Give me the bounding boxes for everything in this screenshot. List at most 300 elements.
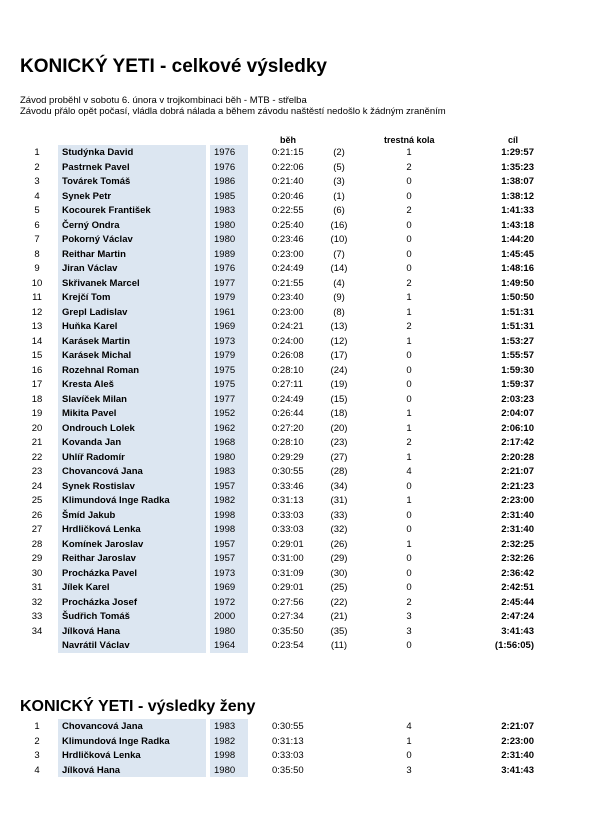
table-row (0, 581, 596, 596)
year-cell: 1980 (214, 764, 236, 776)
run-position-cell: (27) (330, 451, 348, 463)
run-time-cell: 0:26:08 (272, 350, 304, 361)
finish-time-cell: 2:47:24 (501, 611, 534, 622)
name-cell: Jiran Václav (62, 263, 118, 274)
name-cell: Huňka Karel (62, 321, 118, 332)
run-position-cell: (14) (330, 263, 348, 274)
run-time-cell: 0:27:11 (272, 379, 303, 390)
name-cell: Kovanda Jan (62, 437, 122, 448)
table-row (0, 161, 596, 176)
year-cell: 1983 (214, 721, 236, 732)
table-row (0, 291, 596, 306)
penalty-cell: 1 (406, 495, 412, 506)
rank-cell: 18 (31, 393, 43, 405)
year-cell: 1969 (214, 582, 236, 593)
run-time-cell: 0:27:34 (272, 611, 304, 622)
name-cell: Černý Ondra (62, 219, 120, 231)
finish-time-cell: 2:06:10 (501, 422, 534, 434)
rank-cell: 11 (32, 292, 42, 303)
run-position-cell: (29) (330, 553, 348, 564)
finish-time-cell: 1:35:23 (501, 161, 534, 173)
year-cell: 1998 (214, 509, 236, 521)
run-position-cell: (18) (330, 408, 348, 419)
table-row (0, 538, 596, 553)
year-cell: 1957 (214, 538, 236, 550)
name-cell: Klimundová Inge Radka (62, 495, 170, 506)
finish-time-cell: 1:59:30 (501, 364, 534, 376)
penalty-cell: 0 (406, 480, 412, 492)
penalty-cell: 0 (406, 219, 412, 231)
run-time-cell: 0:23:46 (272, 234, 304, 245)
table-row (0, 451, 596, 466)
finish-time-cell: 2:36:42 (501, 567, 534, 579)
run-time-cell: 0:21:55 (272, 277, 304, 289)
finish-time-cell: 2:21:23 (501, 480, 534, 492)
finish-time-cell: 2:03:23 (501, 393, 534, 405)
name-cell: Slavíček Milan (62, 393, 127, 405)
penalty-cell: 0 (406, 640, 412, 651)
run-time-cell: 0:33:03 (272, 750, 304, 761)
penalty-cell: 2 (406, 437, 412, 448)
run-position-cell: (12) (330, 335, 348, 347)
table-row (0, 523, 596, 538)
finish-time-cell: 1:44:20 (501, 234, 534, 245)
run-position-cell: (1) (333, 190, 345, 202)
name-cell: Skřivanek Marcel (62, 277, 140, 289)
name-cell: Rozehnal Roman (62, 364, 140, 376)
penalty-cell: 0 (406, 350, 412, 361)
year-cell: 1962 (214, 422, 236, 434)
table-row (0, 204, 596, 219)
run-position-cell: (13) (330, 321, 348, 332)
year-cell: 1989 (214, 248, 236, 260)
finish-time-cell: 1:48:16 (501, 263, 534, 274)
penalty-cell: 1 (406, 538, 412, 550)
name-cell: Továrek Tomáš (62, 176, 131, 187)
penalty-cell: 0 (406, 379, 412, 390)
rank-cell: 32 (31, 596, 43, 608)
rank-cell: 6 (34, 219, 40, 231)
finish-time-cell: 2:42:51 (501, 582, 534, 593)
run-position-cell: (9) (333, 292, 345, 303)
table-row (0, 378, 596, 393)
rank-cell: 3 (34, 750, 40, 761)
name-cell: Studýnka David (62, 147, 134, 158)
year-cell: 1973 (214, 335, 236, 347)
run-position-cell: (28) (330, 466, 348, 477)
table-row (0, 509, 596, 524)
header-finish: cíl (508, 135, 519, 145)
year-cell: 1975 (214, 379, 236, 390)
run-time-cell: 0:33:03 (272, 509, 304, 521)
rank-cell: 3 (34, 176, 40, 187)
finish-time-cell: 1:38:07 (501, 176, 534, 187)
run-position-cell: (8) (333, 306, 345, 318)
name-cell: Karásek Martin (62, 335, 131, 347)
year-cell: 1980 (214, 234, 236, 245)
finish-time-cell: 1:50:50 (501, 292, 534, 303)
table-row (0, 552, 596, 567)
year-cell: 1976 (214, 147, 236, 158)
run-time-cell: 0:31:13 (272, 735, 304, 747)
finish-time-cell: 2:32:26 (501, 553, 534, 564)
name-cell: Pastrnek Pavel (62, 161, 130, 173)
finish-time-cell: 2:17:42 (501, 437, 534, 448)
penalty-cell: 0 (406, 263, 412, 274)
rank-cell: 2 (34, 735, 40, 747)
rank-cell: 8 (34, 248, 40, 260)
rank-cell: 33 (31, 611, 43, 622)
penalty-cell: 1 (406, 147, 412, 158)
name-cell: Ondrouch Lolek (62, 422, 135, 434)
name-cell: Komínek Jaroslav (62, 538, 144, 550)
name-cell: Hrdličková Lenka (62, 524, 141, 535)
table-row (0, 407, 596, 422)
year-cell: 2000 (214, 611, 236, 622)
penalty-cell: 0 (406, 364, 412, 376)
run-time-cell: 0:29:29 (272, 451, 304, 463)
penalty-cell: 2 (406, 161, 412, 173)
name-cell: Reithar Martin (62, 248, 126, 260)
penalty-cell: 1 (406, 408, 412, 419)
name-cell: Hrdličková Lenka (62, 750, 141, 761)
rank-cell: 13 (31, 321, 43, 332)
year-cell: 1976 (214, 161, 236, 173)
rank-cell: 28 (31, 538, 43, 550)
penalty-cell: 1 (406, 335, 412, 347)
run-time-cell: 0:24:49 (272, 263, 304, 274)
table-row (0, 262, 596, 277)
year-cell: 1985 (214, 190, 236, 202)
name-cell: Reithar Jaroslav (62, 553, 136, 564)
penalty-cell: 3 (406, 625, 412, 637)
year-cell: 1980 (214, 625, 236, 637)
table-row (0, 277, 596, 292)
run-time-cell: 0:23:00 (272, 248, 304, 260)
penalty-cell: 0 (406, 553, 412, 564)
table-row (0, 320, 596, 335)
rank-cell: 34 (31, 625, 43, 637)
run-time-cell: 0:26:44 (272, 408, 304, 419)
run-time-cell: 0:22:06 (272, 161, 304, 173)
run-time-cell: 0:21:40 (272, 176, 304, 187)
rank-cell: 31 (31, 582, 43, 593)
rank-cell: 5 (34, 205, 40, 216)
rank-cell: 1 (34, 147, 40, 158)
run-position-cell: (22) (330, 596, 348, 608)
run-time-cell: 0:29:01 (272, 538, 304, 550)
rank-cell: 26 (31, 509, 43, 521)
finish-time-cell: 3:41:43 (501, 625, 534, 637)
run-time-cell: 0:24:49 (272, 393, 304, 405)
finish-time-cell: 2:23:00 (501, 495, 534, 506)
name-cell: Šudřich Tomáš (62, 611, 130, 622)
penalty-cell: 1 (406, 735, 412, 747)
table-row (0, 749, 596, 764)
run-position-cell: (5) (333, 161, 345, 173)
name-cell: Krejčí Tom (62, 292, 111, 303)
finish-time-cell: 1:59:37 (501, 379, 534, 390)
run-time-cell: 0:20:46 (272, 190, 304, 202)
year-cell: 1986 (214, 176, 236, 187)
table-row (0, 625, 596, 640)
run-position-cell: (2) (333, 147, 345, 158)
penalty-cell: 3 (406, 611, 412, 622)
run-position-cell: (20) (330, 422, 348, 434)
penalty-cell: 0 (406, 750, 412, 761)
name-cell: Uhlíř Radomír (62, 451, 125, 463)
table-row (0, 735, 596, 750)
run-position-cell: (23) (330, 437, 348, 448)
rank-cell: 27 (31, 524, 43, 535)
run-position-cell: (6) (333, 205, 345, 216)
table-row (0, 436, 596, 451)
name-cell: Jílková Hana (62, 625, 121, 637)
rank-cell: 12 (31, 306, 43, 318)
page-title: KONICKÝ YETI - celkové výsledky (20, 56, 327, 77)
finish-time-cell: 1:51:31 (501, 321, 534, 332)
table-row (0, 349, 596, 364)
name-cell: Mikita Pavel (62, 408, 117, 419)
table-row (0, 720, 596, 735)
rank-cell: 10 (31, 277, 43, 289)
run-time-cell: 0:27:56 (272, 596, 304, 608)
penalty-cell: 2 (406, 205, 412, 216)
run-position-cell: (11) (330, 640, 348, 651)
finish-time-cell: 1:45:45 (501, 248, 534, 260)
finish-time-cell: 1:38:12 (501, 190, 534, 202)
year-cell: 1998 (214, 524, 236, 535)
year-cell: 1973 (214, 567, 236, 579)
finish-time-cell: 2:31:40 (501, 509, 534, 521)
run-time-cell: 0:28:10 (272, 437, 304, 448)
rank-cell: 19 (31, 408, 43, 419)
year-cell: 1982 (214, 495, 236, 506)
table-row (0, 610, 596, 625)
rank-cell: 21 (31, 437, 43, 448)
run-position-cell: (19) (330, 379, 348, 390)
run-time-cell: 0:33:03 (272, 524, 304, 535)
run-time-cell: 0:31:13 (272, 495, 304, 506)
intro-line: Závod proběhl v sobotu 6. února v trojkombinaci běh - MTB - střelba (20, 95, 307, 106)
penalty-cell: 0 (406, 582, 412, 593)
year-cell: 1979 (214, 292, 236, 303)
penalty-cell: 0 (406, 524, 412, 535)
run-time-cell: 0:21:15 (272, 147, 304, 158)
year-cell: 1977 (214, 393, 236, 405)
table-row (0, 248, 596, 263)
year-cell: 1972 (214, 596, 236, 608)
name-cell: Kresta Aleš (62, 379, 114, 390)
finish-time-cell: 2:23:00 (501, 735, 534, 747)
year-cell: 1998 (214, 750, 236, 761)
table-row (0, 364, 596, 379)
table-row (0, 146, 596, 161)
year-cell: 1982 (214, 735, 236, 747)
rank-cell: 1 (34, 721, 40, 732)
year-cell: 1980 (214, 219, 236, 231)
run-position-cell: (25) (330, 582, 348, 593)
name-cell: Grepl Ladislav (62, 306, 128, 318)
run-time-cell: 0:29:01 (272, 582, 304, 593)
name-cell: Synek Rostislav (62, 480, 135, 492)
run-position-cell: (33) (330, 509, 348, 521)
run-time-cell: 0:23:54 (272, 640, 304, 651)
penalty-cell: 1 (406, 451, 412, 463)
penalty-cell: 0 (406, 509, 412, 521)
penalty-cell: 1 (406, 422, 412, 434)
table-row (0, 567, 596, 582)
year-cell: 1975 (214, 364, 236, 376)
run-position-cell: (21) (330, 611, 348, 622)
header-run: běh (280, 135, 297, 145)
finish-time-cell: 3:41:43 (501, 764, 534, 776)
table-row (0, 306, 596, 321)
table-row (0, 422, 596, 437)
penalty-cell: 0 (406, 248, 412, 260)
penalty-cell: 2 (406, 596, 412, 608)
penalty-cell: 1 (406, 292, 412, 303)
run-time-cell: 0:31:00 (272, 553, 304, 564)
penalty-cell: 0 (406, 176, 412, 187)
run-time-cell: 0:27:20 (272, 422, 304, 434)
run-time-cell: 0:30:55 (272, 466, 304, 477)
run-position-cell: (10) (330, 234, 348, 245)
name-cell: Jílková Hana (62, 764, 121, 776)
rank-cell: 4 (34, 190, 40, 202)
table-row (0, 233, 596, 248)
finish-time-cell: 1:49:50 (501, 277, 534, 289)
table-row (0, 465, 596, 480)
rank-cell: 9 (34, 263, 40, 274)
run-position-cell: (32) (330, 524, 348, 535)
penalty-cell: 0 (406, 234, 412, 245)
penalty-cell: 2 (406, 321, 412, 332)
finish-time-cell: 1:51:31 (501, 306, 534, 318)
intro-line: Závodu přálo opět počasí, vládla dobrá nálada a během závodu naštěstí nedošlo k žádným zraněním (20, 106, 446, 117)
penalty-cell: 3 (406, 764, 412, 776)
rank-cell: 24 (31, 480, 43, 492)
run-time-cell: 0:24:21 (272, 321, 304, 332)
run-position-cell: (35) (330, 625, 348, 637)
name-cell: Chovancová Jana (62, 466, 143, 477)
rank-cell: 2 (34, 161, 40, 173)
finish-time-cell: 2:45:44 (501, 596, 534, 608)
finish-time-cell: 2:31:40 (501, 750, 534, 761)
rank-cell: 4 (34, 764, 40, 776)
run-time-cell: 0:25:40 (272, 219, 304, 231)
run-position-cell: (26) (330, 538, 348, 550)
finish-time-cell: 2:32:25 (501, 538, 534, 550)
rank-cell: 29 (31, 553, 43, 564)
year-cell: 1957 (214, 553, 236, 564)
penalty-cell: 0 (406, 393, 412, 405)
run-position-cell: (3) (333, 176, 345, 187)
finish-time-cell: 1:43:18 (501, 219, 534, 231)
year-cell: 1964 (214, 640, 236, 651)
name-cell: Jílek Karel (62, 582, 110, 593)
finish-time-cell: 1:55:57 (501, 350, 534, 361)
name-cell: Šmíd Jakub (62, 509, 116, 521)
run-position-cell: (16) (330, 219, 348, 231)
run-position-cell: (34) (330, 480, 348, 492)
run-time-cell: 0:22:55 (272, 205, 304, 216)
run-time-cell: 0:33:46 (272, 480, 304, 492)
year-cell: 1977 (214, 277, 236, 289)
name-cell: Synek Petr (62, 190, 112, 202)
run-time-cell: 0:24:00 (272, 335, 304, 347)
year-cell: 1957 (214, 480, 236, 492)
rank-cell: 7 (34, 234, 40, 245)
name-cell: Chovancová Jana (62, 721, 143, 732)
finish-time-cell: 2:31:40 (501, 524, 534, 535)
finish-time-cell: (1:56:05) (494, 640, 534, 651)
run-time-cell: 0:23:00 (272, 306, 304, 318)
name-cell: Karásek Michal (62, 350, 132, 361)
finish-time-cell: 1:53:27 (501, 335, 534, 347)
table-row (0, 494, 596, 509)
finish-time-cell: 2:04:07 (501, 408, 534, 419)
penalty-cell: 4 (406, 466, 412, 477)
run-position-cell: (15) (330, 393, 348, 405)
run-position-cell: (4) (333, 277, 345, 289)
year-cell: 1968 (214, 437, 236, 448)
run-time-cell: 0:28:10 (272, 364, 304, 376)
finish-time-cell: 1:41:33 (501, 205, 534, 216)
year-cell: 1969 (214, 321, 236, 332)
run-position-cell: (24) (330, 364, 348, 376)
name-cell: Pokorný Václav (62, 234, 133, 245)
run-position-cell: (30) (330, 567, 348, 579)
penalty-cell: 0 (406, 190, 412, 202)
name-cell: Klimundová Inge Radka (62, 735, 170, 747)
rank-cell: 20 (31, 422, 43, 434)
rank-cell: 25 (31, 495, 43, 506)
name-cell: Procházka Josef (62, 596, 137, 608)
penalty-cell: 2 (406, 277, 412, 289)
table-row (0, 190, 596, 205)
finish-time-cell: 2:21:07 (501, 721, 534, 732)
year-cell: 1961 (214, 306, 236, 318)
women-section-title: KONICKÝ YETI - výsledky ženy (20, 698, 256, 715)
year-cell: 1983 (214, 205, 236, 216)
name-cell: Kocourek František (62, 205, 151, 216)
year-cell: 1976 (214, 263, 236, 274)
table-row (0, 393, 596, 408)
finish-time-cell: 1:29:57 (501, 147, 534, 158)
intro-text (20, 95, 446, 117)
table-row (0, 764, 596, 779)
penalty-cell: 0 (406, 567, 412, 579)
year-cell: 1980 (214, 451, 236, 463)
name-cell: Navrátil Václav (62, 640, 130, 651)
name-cell: Procházka Pavel (62, 567, 137, 579)
header-penalty: trestná kola (384, 135, 435, 145)
run-time-cell: 0:35:50 (272, 625, 304, 637)
table-row (0, 480, 596, 495)
finish-time-cell: 2:20:28 (501, 451, 534, 463)
rank-cell: 16 (31, 364, 43, 376)
run-time-cell: 0:31:09 (272, 567, 304, 579)
rank-cell: 17 (31, 379, 43, 390)
year-cell: 1979 (214, 350, 236, 361)
run-time-cell: 0:30:55 (272, 721, 304, 732)
rank-cell: 14 (31, 335, 43, 347)
table-row (0, 335, 596, 350)
run-time-cell: 0:23:40 (272, 292, 304, 303)
run-time-cell: 0:35:50 (272, 764, 304, 776)
penalty-cell: 4 (406, 721, 412, 732)
